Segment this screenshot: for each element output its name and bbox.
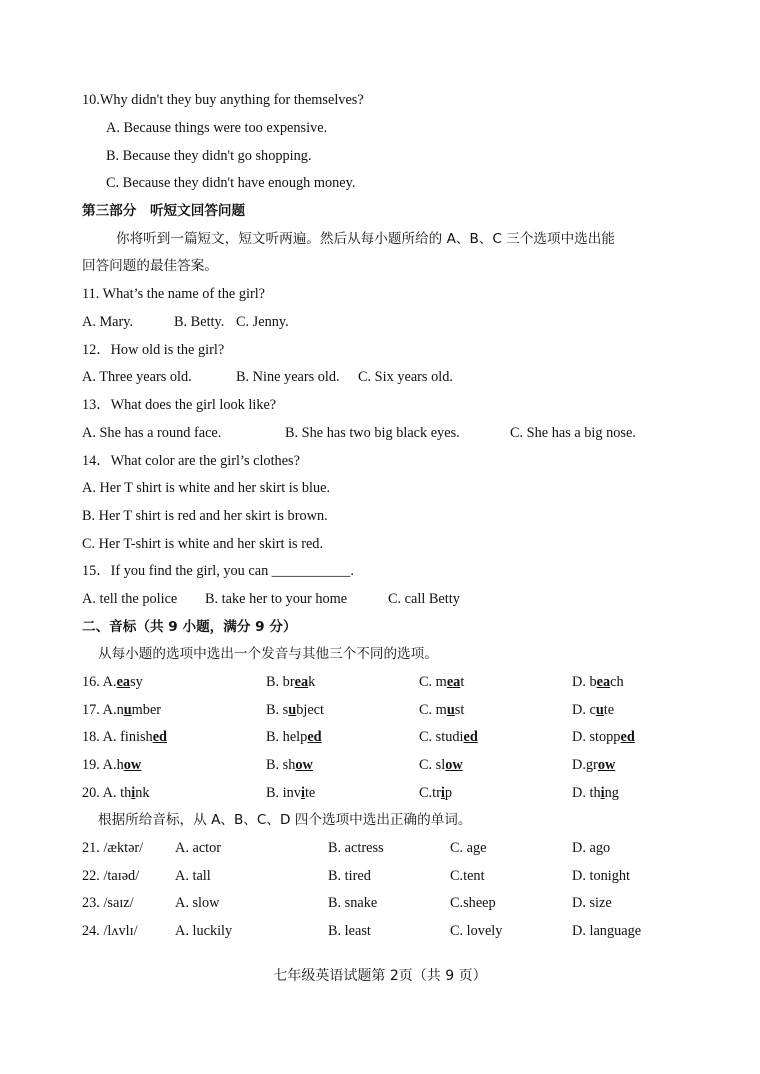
option-22c: C.tent bbox=[450, 868, 485, 884]
underlined-letters: ed bbox=[463, 729, 478, 745]
underlined-letters: i bbox=[300, 785, 305, 801]
underlined-letters: u bbox=[595, 702, 604, 718]
option-11c: C. Jenny. bbox=[236, 314, 289, 330]
option-13b: B. She has two big black eyes. bbox=[285, 425, 460, 441]
option-14c: C. Her T-shirt is white and her skirt is red. bbox=[82, 536, 324, 552]
question-16: 16. A.easy bbox=[82, 674, 143, 690]
option-18c: C. studied bbox=[419, 729, 478, 745]
option-12a: A. Three years old. bbox=[82, 369, 192, 385]
option-21a: A. actor bbox=[175, 840, 222, 856]
question-12: 12．How old is the girl? bbox=[82, 342, 225, 358]
underlined-letters: ow bbox=[295, 757, 313, 773]
underlined-letters: ow bbox=[445, 757, 463, 773]
option-24a: A. luckily bbox=[175, 923, 233, 939]
question-19: 19. A.how bbox=[82, 757, 142, 773]
question-number: 17. A. bbox=[82, 702, 117, 718]
option-19d: D.grow bbox=[572, 757, 616, 773]
option-23c: C.sheep bbox=[450, 895, 496, 911]
option-10c: C. Because they didn't have enough money. bbox=[106, 175, 356, 191]
question-15: 15．If you find the girl, you can ___________. bbox=[82, 563, 354, 579]
option-16b: B. break bbox=[266, 674, 316, 690]
option-21c: C. age bbox=[450, 840, 487, 856]
question-11: 11. What’s the name of the girl? bbox=[82, 286, 266, 302]
question-21: 21. /æktər/ bbox=[82, 840, 144, 856]
option-21b: B. actress bbox=[328, 840, 384, 856]
underlined-letters: ea bbox=[596, 674, 611, 690]
question-24: 24. /lʌvlɪ/ bbox=[82, 923, 138, 939]
option-16d: D. beach bbox=[572, 674, 624, 690]
option-14b: B. Her T shirt is red and her skirt is brown. bbox=[82, 508, 328, 524]
underlined-letters: ea bbox=[116, 674, 131, 690]
option-15a: A. tell the police bbox=[82, 591, 178, 607]
option-16c: C. meat bbox=[419, 674, 465, 690]
question-18: 18. A. finished bbox=[82, 729, 168, 745]
question-14: 14．What color are the girl’s clothes? bbox=[82, 453, 300, 469]
underlined-letters: u bbox=[288, 702, 297, 718]
option-21d: D. ago bbox=[572, 840, 611, 856]
underlined-letters: ea bbox=[294, 674, 309, 690]
option-15b: B. take her to your home bbox=[205, 591, 348, 607]
option-11a: A. Mary. bbox=[82, 314, 134, 330]
underlined-letters: i bbox=[600, 785, 605, 801]
option-17c: C. must bbox=[419, 702, 465, 718]
option-22a: A. tall bbox=[175, 868, 211, 884]
option-15c: C. call Betty bbox=[388, 591, 460, 607]
option-13c: C. She has a big nose. bbox=[510, 425, 636, 441]
underlined-letters: ea bbox=[446, 674, 461, 690]
underlined-letters: u bbox=[123, 702, 132, 718]
question-20: 20. A. think bbox=[82, 785, 150, 801]
option-18d: D. stopped bbox=[572, 729, 635, 745]
option-10b: B. Because they didn't go shopping. bbox=[106, 148, 312, 164]
section2-instruction1: 从每小题的选项中选出一个发音与其他三个不同的选项。 bbox=[98, 646, 438, 662]
question-10: 10.Why didn't they buy anything for themselves? bbox=[82, 92, 364, 108]
question-number: 16. A. bbox=[82, 674, 117, 690]
underlined-letters: ed bbox=[152, 729, 168, 745]
option-19c: C. slow bbox=[419, 757, 463, 773]
option-24b: B. least bbox=[328, 923, 371, 939]
part3-instruction-line2: 回答问题的最佳答案。 bbox=[82, 258, 218, 274]
option-17d: D. cute bbox=[572, 702, 615, 718]
option-24d: D. language bbox=[572, 923, 642, 939]
underlined-letters: i bbox=[131, 785, 136, 801]
option-13a: A. She has a round face. bbox=[82, 425, 222, 441]
question-13: 13．What does the girl look like? bbox=[82, 397, 277, 413]
question-number: 18. A. bbox=[82, 729, 117, 745]
option-20c: C.trip bbox=[419, 785, 452, 801]
question-number: 20. A. bbox=[82, 785, 117, 801]
option-20d: D. thing bbox=[572, 785, 619, 801]
option-24c: C. lovely bbox=[450, 923, 503, 939]
section2-heading: 二、音标（共 9 小题，满分 9 分） bbox=[82, 619, 297, 635]
option-12b: B. Nine years old. bbox=[236, 369, 340, 385]
question-17: 17. A.number bbox=[82, 702, 162, 718]
question-number: 19. A. bbox=[82, 757, 117, 773]
option-22d: D. tonight bbox=[572, 868, 630, 884]
option-14a: A. Her T shirt is white and her skirt is blue. bbox=[82, 480, 331, 496]
section2-instruction2: 根据所给音标，从 A、B、C、D 四个选项中选出正确的单词。 bbox=[98, 812, 472, 828]
option-11b: B. Betty. bbox=[174, 314, 225, 330]
option-19b: B. show bbox=[266, 757, 313, 773]
option-23a: A. slow bbox=[175, 895, 220, 911]
option-23b: B. snake bbox=[328, 895, 378, 911]
option-18b: B. helped bbox=[266, 729, 322, 745]
underlined-letters: ow bbox=[123, 757, 142, 773]
part3-heading: 第三部分 听短文回答问题 bbox=[82, 203, 246, 219]
underlined-letters: ow bbox=[597, 757, 616, 773]
option-10a: A. Because things were too expensive. bbox=[106, 120, 328, 136]
option-12c: C. Six years old. bbox=[358, 369, 453, 385]
option-17b: B. subject bbox=[266, 702, 324, 718]
page-footer: 七年级英语试题第 2页（共 9 页） bbox=[273, 968, 487, 984]
question-23: 23. /saɪz/ bbox=[82, 895, 134, 911]
underlined-letters: ed bbox=[620, 729, 635, 745]
part3-instruction-line1: 你将听到一篇短文，短文听两遍。然后从每小题所给的 A、B、C 三个选项中选出能 bbox=[116, 231, 615, 247]
option-20b: B. invite bbox=[266, 785, 316, 801]
question-22: 22. /taɪəd/ bbox=[82, 868, 140, 884]
underlined-letters: ed bbox=[307, 729, 322, 745]
underlined-letters: i bbox=[440, 785, 445, 801]
option-23d: D. size bbox=[572, 895, 612, 911]
underlined-letters: u bbox=[446, 702, 455, 718]
option-22b: B. tired bbox=[328, 868, 371, 884]
